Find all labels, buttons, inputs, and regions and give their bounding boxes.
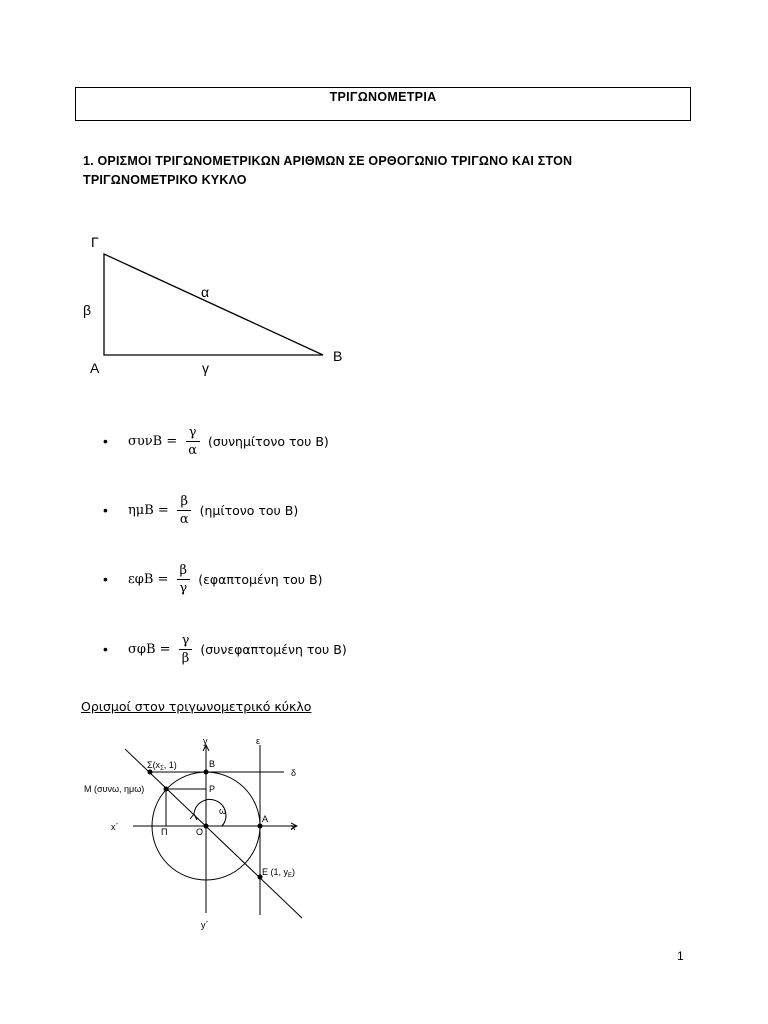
point-sigma: [148, 770, 153, 775]
fraction-denominator: γ: [179, 580, 188, 596]
vertex-b-label: Β: [333, 348, 343, 364]
fraction-numerator: γ: [179, 632, 193, 650]
point-e-label: Ε (1, $y_E$): [262, 867, 296, 879]
page-number: 1: [677, 949, 684, 963]
fraction-numerator: β: [177, 493, 191, 511]
fraction-denominator: α: [179, 511, 189, 527]
vertex-a-label: Α: [90, 360, 100, 376]
definition-description: (συνημίτονο του Β): [208, 433, 329, 449]
page-title: ΤΡΙΓΩΝΟΜΕΤΡΙΑ: [329, 90, 437, 104]
point-m-label: Μ (συνω, ημω): [84, 784, 145, 794]
formula-lhs: εφB =: [128, 571, 169, 587]
x-axis-label: x: [291, 822, 296, 832]
bullet-dot: •: [103, 502, 108, 518]
bullet-dot: •: [103, 571, 108, 587]
origin-label: Ο: [196, 827, 204, 837]
point-a-label: Α: [262, 814, 269, 824]
fraction-numerator: γ: [186, 424, 200, 442]
formula-lhs: συνB =: [128, 433, 178, 449]
section-heading-line-2: ΤΡΙΓΩΝΟΜΕΤΡΙΚΟ ΚΥΚΛΟ: [83, 173, 247, 187]
formula-lhs: ημB =: [128, 502, 169, 518]
definition-description: (εφαπτομένη του Β): [198, 571, 323, 587]
point-sigma-label: $\Sigma(x_\Sigma$, 1): [147, 760, 177, 772]
angle-arc-arrow-icon: [190, 814, 197, 820]
y-axis-label: y: [203, 736, 208, 746]
delta-label: δ: [291, 768, 297, 778]
point-origin: [204, 824, 209, 829]
point-b-label: Β: [209, 759, 216, 769]
y-axis-neg-label: y΄: [201, 920, 209, 930]
side-beta-label: β: [83, 302, 92, 318]
side-alpha-label: α: [201, 284, 210, 300]
omega-label: ω: [219, 806, 227, 816]
fraction-denominator: β: [181, 650, 190, 666]
definition-description: (συνεφαπτομένη του Β): [200, 641, 347, 657]
point-a: [258, 824, 263, 829]
section-heading-line-1: 1. ΟΡΙΣΜΟΙ ΤΡΙΓΩΝΟΜΕΤΡΙΚΩΝ ΑΡΙΘΜΩΝ ΣΕ ΟΡΘΟΓΩΝΙΟ ΤΡΙΓΩΝΟ ΚΑΙ ΣΤΟΝ: [83, 154, 573, 168]
fraction-numerator: β: [177, 562, 191, 580]
definition-description: (ημίτονο του Β): [199, 502, 299, 518]
side-gamma-label: γ: [202, 360, 209, 376]
vertex-gamma-label: Γ: [91, 234, 99, 250]
bullet-dot: •: [103, 433, 108, 449]
point-b: [204, 770, 209, 775]
circle-subheading: Ορισμοί στον τριγωνομετρικό κύκλο: [81, 699, 312, 714]
formula-lhs: σφB =: [128, 641, 171, 657]
bullet-dot: •: [103, 641, 108, 657]
terminal-line: [125, 749, 302, 918]
point-m: [164, 787, 169, 792]
x-axis-neg-label: x΄: [111, 822, 119, 832]
point-pi-label: Π: [161, 827, 168, 837]
point-p-label: Ρ: [209, 784, 216, 794]
epsilon-label: ε: [256, 736, 261, 746]
fraction-denominator: α: [188, 442, 198, 458]
